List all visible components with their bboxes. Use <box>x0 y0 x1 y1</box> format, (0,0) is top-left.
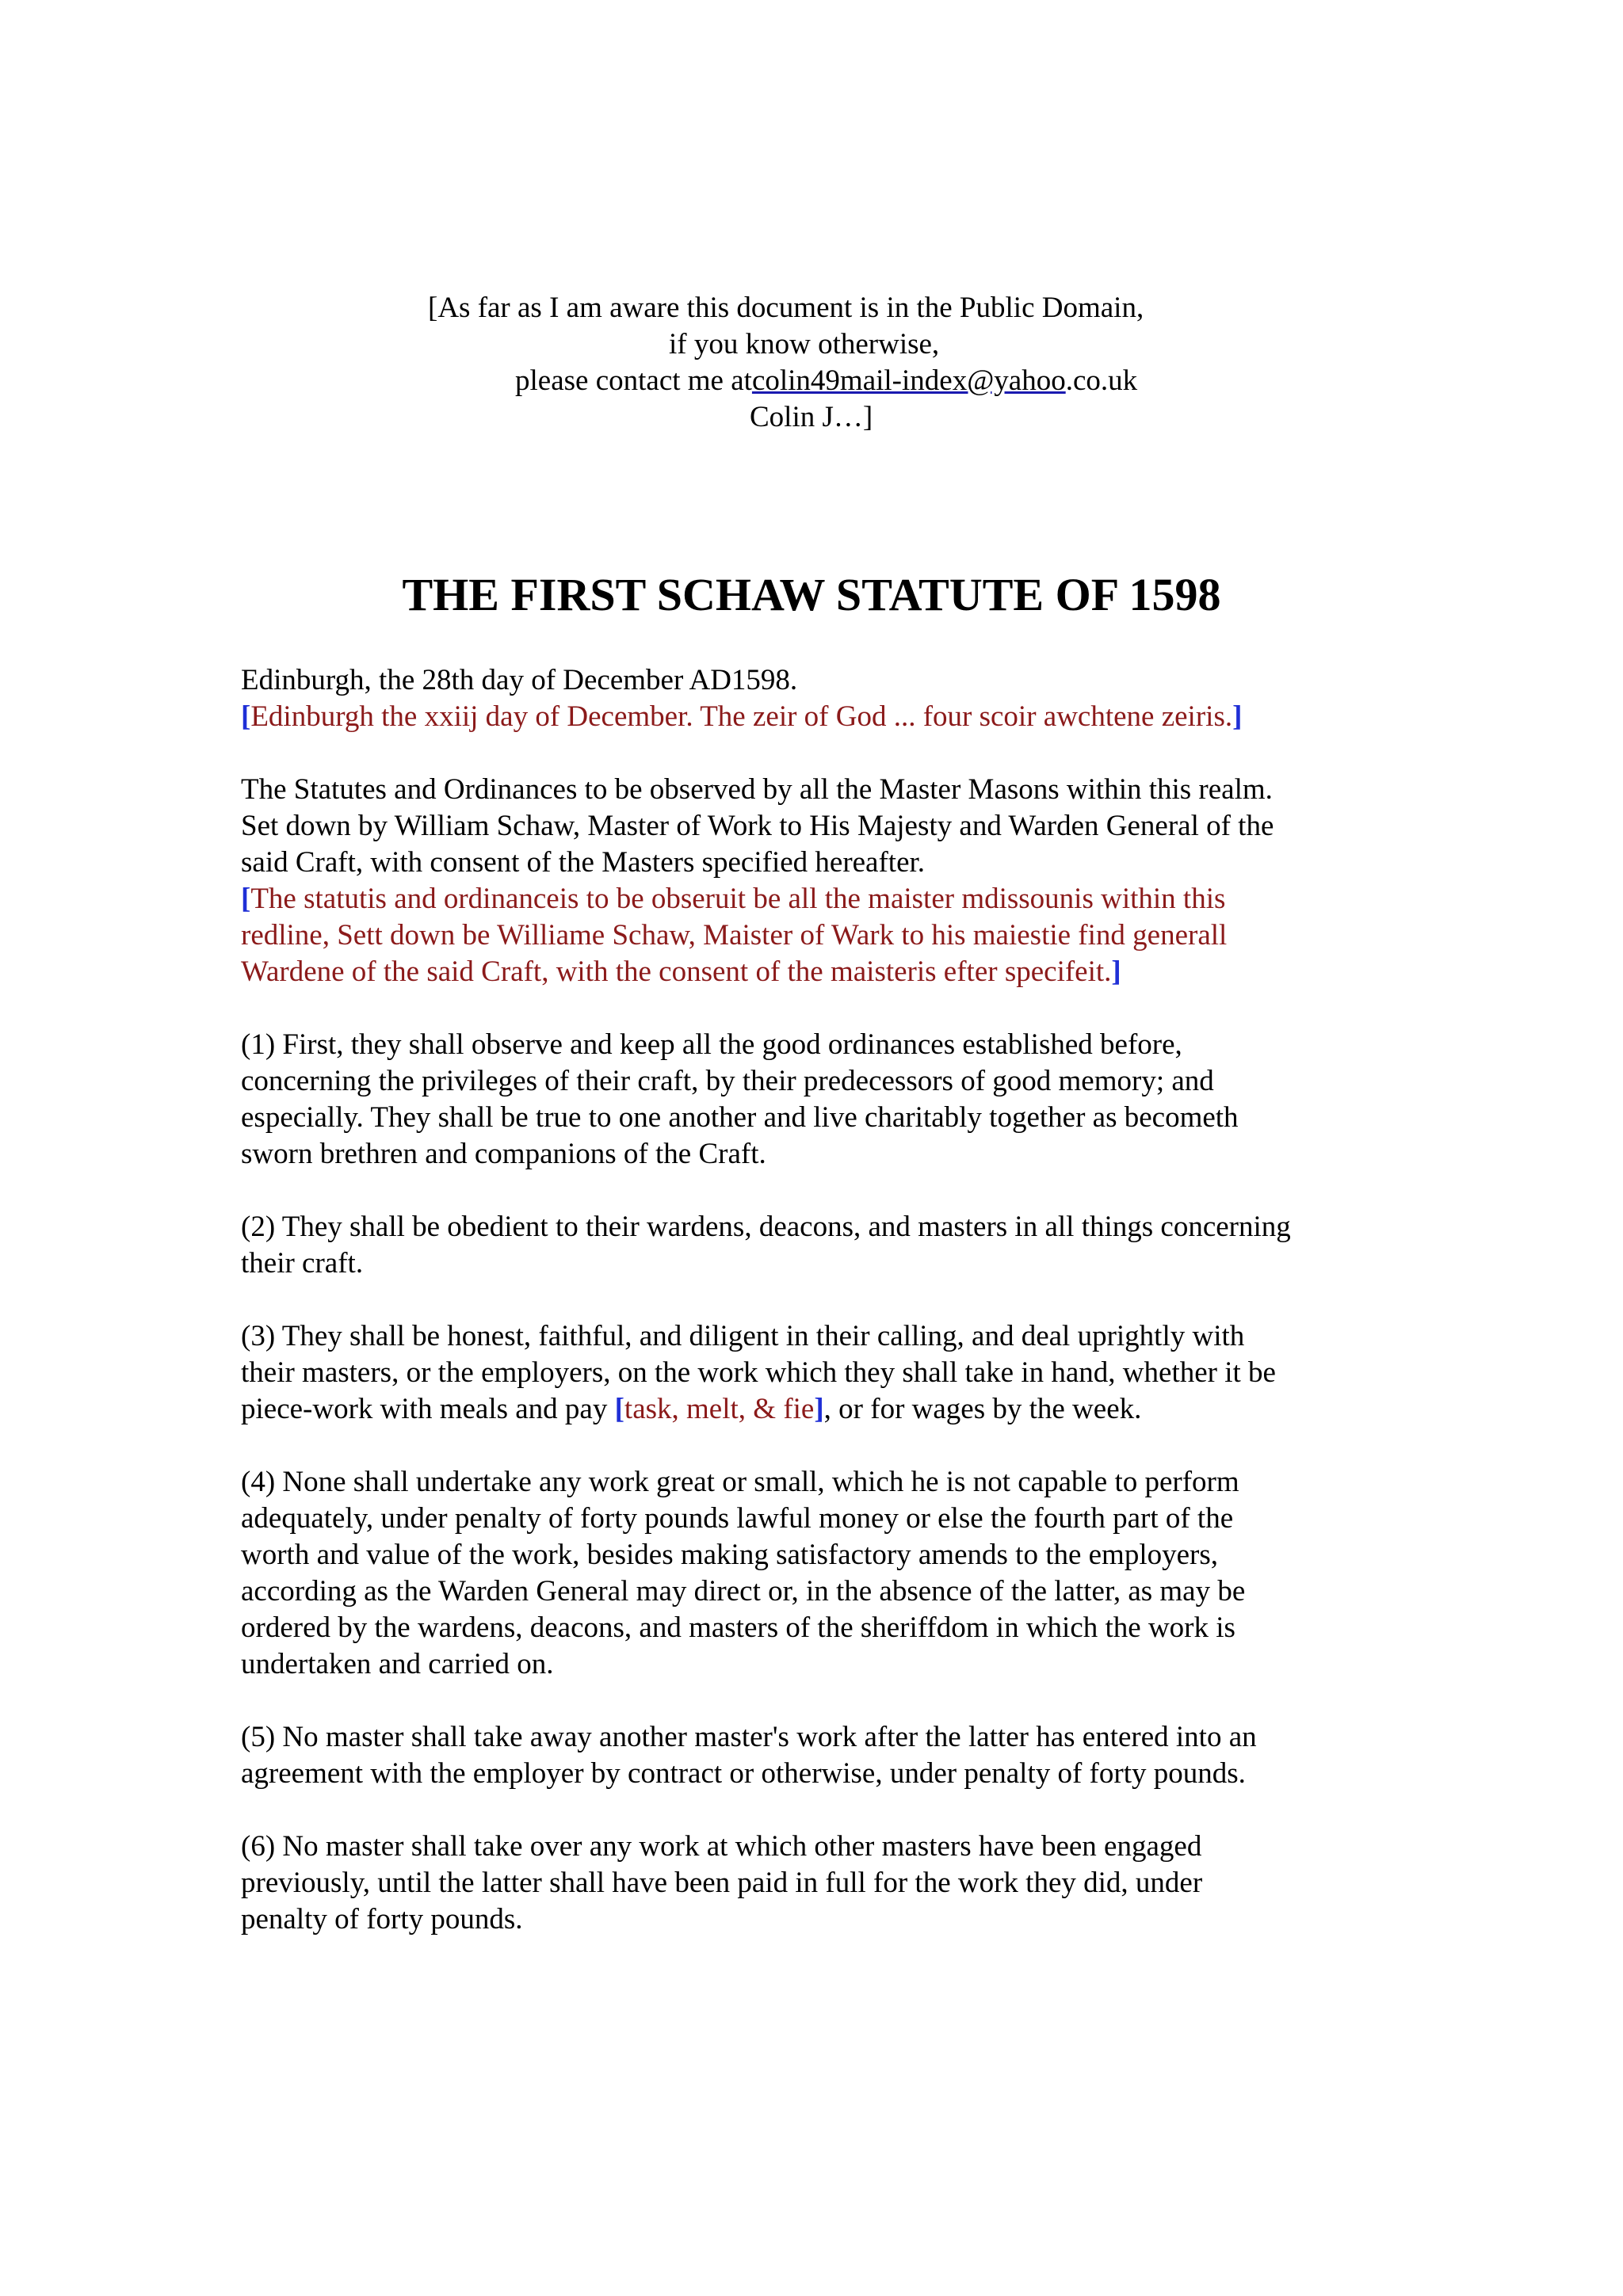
article-line: sworn brethren and companions of the Craft. <box>241 1138 766 1170</box>
notice-line-2: if you know otherwise, <box>669 328 940 360</box>
article-3 <box>241 1318 1398 1428</box>
public-domain-notice <box>0 290 1623 436</box>
preamble-line: said Craft, with consent of the Masters specified hereafter. <box>241 846 926 879</box>
article-line: ordered by the wardens, deacons, and masters of the sheriffdom in which the work is <box>241 1611 1235 1644</box>
notice-line-1: [As far as I am aware this document is in the Public Domain, <box>428 292 1144 324</box>
article-line: concerning the privileges of their craft, by their predecessors of good memory; and <box>241 1065 1214 1097</box>
article-1 <box>241 1027 1398 1173</box>
article-2 <box>241 1209 1398 1282</box>
article-line: according as the Warden General may direct or, in the absence of the latter, as may be <box>241 1575 1246 1608</box>
article-line: (6) No master shall take over any work at which other masters have been engaged <box>241 1830 1202 1863</box>
intro-paragraph <box>241 662 1398 735</box>
article-5 <box>241 1719 1398 1792</box>
article-3-text: piece-work with meals and pay <box>241 1393 615 1425</box>
notice-contact-prefix: please contact me at <box>515 364 752 397</box>
article-line: undertaken and carried on. <box>241 1648 554 1680</box>
article-line: previously, until the latter shall have been paid in full for the work they did, under <box>241 1867 1203 1899</box>
document-title: THE FIRST SCHAW STATUTE OF 1598 <box>402 569 1221 620</box>
close-bracket: ] <box>814 1393 824 1425</box>
close-bracket: ] <box>1232 700 1243 733</box>
old-preamble-line <box>241 954 1398 990</box>
article-line: penalty of forty pounds. <box>241 1903 523 1936</box>
article-line <box>241 1391 1398 1428</box>
old-preamble-line: redline, Sett down be Williame Schaw, Maister of Wark to his maiestie find generall <box>241 919 1228 952</box>
notice-contact-suffix: .co.uk <box>1065 364 1138 397</box>
preamble-line: Set down by William Schaw, Master of Work to His Majesty and Warden General of the <box>241 810 1274 842</box>
preamble-line: The Statutes and Ordinances to be observed by all the Master Masons within this realm. <box>241 773 1273 806</box>
open-bracket: [ <box>241 700 251 733</box>
article-line: especially. They shall be true to one another and live charitably together as becometh <box>241 1101 1239 1134</box>
notice-line-3 <box>0 363 1623 399</box>
preamble-paragraph <box>241 772 1398 990</box>
article-line: (2) They shall be obedient to their wardens, deacons, and masters in all things concerning <box>241 1211 1291 1243</box>
old-date-line <box>241 699 1398 735</box>
document-body <box>241 662 1398 1974</box>
article-4 <box>241 1464 1398 1683</box>
article-line: their masters, or the employers, on the work which they shall take in hand, whether it be <box>241 1356 1276 1389</box>
article-line: (3) They shall be honest, faithful, and diligent in their calling, and deal uprightly with <box>241 1320 1245 1352</box>
close-bracket: ] <box>1111 955 1121 988</box>
notice-signature: Colin J…] <box>750 401 873 433</box>
article-line: (5) No master shall take away another master's work after the latter has entered into an <box>241 1721 1257 1753</box>
article-3-text: , or for wages by the week. <box>823 1393 1142 1425</box>
date-line: Edinburgh, the 28th day of December AD1598. <box>241 664 798 696</box>
article-line: agreement with the employer by contract or otherwise, under penalty of forty pounds. <box>241 1757 1246 1790</box>
open-bracket: [ <box>614 1393 624 1425</box>
article-line: worth and value of the work, besides making satisfactory amends to the employers, <box>241 1539 1219 1571</box>
article-6 <box>241 1829 1398 1938</box>
old-date-text: Edinburgh the xxiij day of December. The zeir of God ... four scoir awchtene zeiris. <box>250 700 1233 733</box>
open-bracket: [ <box>241 883 251 915</box>
article-line: their craft. <box>241 1247 364 1280</box>
article-line: (4) None shall undertake any work great or small, which he is not capable to perform <box>241 1466 1239 1498</box>
email-link[interactable]: colin49mail-index@yahoo <box>751 364 1066 397</box>
old-preamble-line <box>241 881 1398 917</box>
old-preamble-text: The statutis and ordinanceis to be obseruit be all the maister mdissounis within this <box>250 883 1226 915</box>
article-line: (1) First, they shall observe and keep all the good ordinances established before, <box>241 1028 1182 1061</box>
old-term: task, melt, & fie <box>624 1393 815 1425</box>
article-line: adequately, under penalty of forty pounds lawful money or else the fourth part of the <box>241 1502 1234 1535</box>
old-preamble-text: Wardene of the said Craft, with the consent of the maisteris efter specifeit. <box>241 955 1112 988</box>
